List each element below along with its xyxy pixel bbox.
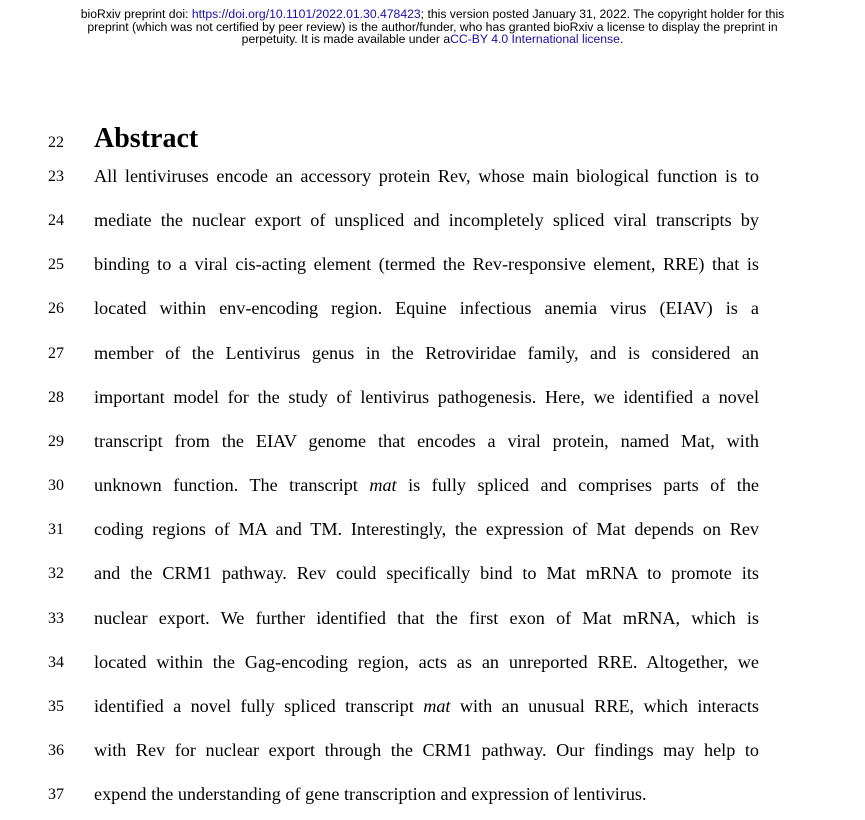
abstract-line	[94, 695, 759, 717]
line-text: is fully spliced and comprises parts of the	[396, 475, 760, 496]
abstract-line	[94, 209, 759, 231]
line-number: 37	[48, 786, 64, 804]
abstract-line	[94, 518, 759, 540]
line-text: identified a novel fully spliced transcript	[94, 695, 424, 716]
license-link[interactable]: CC-BY 4.0 International license	[450, 32, 620, 46]
header-line1-rest: ; this version posted January 31, 2022. The copyright holder for this	[420, 7, 785, 21]
abstract-line	[94, 253, 759, 275]
line-number: 29	[48, 432, 64, 450]
line-text: located within env-encoding region. Equine infectious anemia virus (EIAV) is a	[94, 298, 759, 319]
line-text: located within the Gag-encoding region, acts as an unreported RRE. Altogether, we	[94, 651, 759, 672]
line-text	[94, 696, 759, 716]
line-text	[94, 475, 759, 495]
header-prefix: bioRxiv preprint doi:	[80, 7, 192, 21]
line-text: binding to a viral cis-acting element (termed the Rev-responsive element, RRE) that is	[94, 254, 759, 275]
line-text: All lentiviruses encode an accessory protein Rev, whose main biological function is to	[94, 166, 759, 186]
abstract-line	[94, 651, 759, 673]
line-text: expend the understanding of gene transcription and expression of lentivirus.	[94, 784, 647, 805]
italic-gene-name: mat	[369, 475, 397, 496]
header-line-1	[30, 8, 835, 21]
doi-link[interactable]: https://doi.org/10.1101/2022.01.30.478423	[191, 7, 421, 21]
line-number: 36	[48, 741, 64, 759]
line-number: 27	[48, 344, 64, 362]
line-text: and the CRM1 pathway. Rev could specifically bind to Mat mRNA to promote its	[94, 563, 759, 584]
abstract-line	[94, 607, 759, 629]
abstract-line	[94, 562, 759, 584]
line-text: coding regions of MA and TM. Interestingly, the expression of Mat depends on Rev	[94, 519, 759, 540]
line-number: 30	[48, 477, 64, 495]
header-line-2: preprint (which was not certified by peer review) is the author/funder, who has granted bioRxiv a license to display the preprint in	[87, 19, 778, 34]
line-text: member of the Lentivirus genus in the Retroviridae family, and is considered an	[94, 342, 759, 363]
abstract-heading: Abstract	[94, 123, 199, 154]
abstract-line	[94, 342, 759, 364]
line-text: with Rev for nuclear export through the CRM1 pathway. Our findings may help to	[94, 739, 759, 760]
abstract-line	[94, 386, 759, 408]
line-number: 24	[48, 212, 64, 230]
line-number: 25	[48, 256, 64, 274]
italic-gene-name: mat	[423, 695, 451, 716]
line-number: 33	[48, 609, 64, 627]
line-text: nuclear export. We further identified that the first exon of Mat mRNA, which is	[94, 607, 759, 628]
line-number: 34	[48, 653, 64, 671]
line-number: 31	[48, 521, 64, 539]
line-number: 22	[48, 134, 64, 151]
line-text: transcript from the EIAV genome that encodes a viral protein, named Mat, with	[94, 430, 759, 451]
preprint-header	[30, 8, 835, 46]
abstract-line	[94, 783, 759, 805]
abstract-line	[94, 165, 759, 187]
abstract-line	[94, 430, 759, 452]
line-number: 32	[48, 565, 64, 583]
abstract-line	[94, 739, 759, 761]
header-line3-prefix: perpetuity. It is made available under a	[241, 32, 451, 46]
line-number: 23	[48, 168, 64, 185]
header-line3-suffix: .	[619, 32, 624, 46]
line-number: 26	[48, 300, 64, 318]
line-number: 28	[48, 388, 64, 406]
abstract-line	[94, 297, 759, 319]
line-text: important model for the study of lentivirus pathogenesis. Here, we identified a novel	[94, 386, 759, 407]
line-text: unknown function. The transcript	[94, 475, 370, 496]
abstract-line	[94, 474, 759, 496]
line-text: with an unusual RRE, which interacts	[450, 695, 759, 716]
line-number: 35	[48, 697, 64, 715]
header-line-3	[30, 33, 835, 46]
line-text: mediate the nuclear export of unspliced and incompletely spliced viral transcripts by	[94, 210, 759, 231]
